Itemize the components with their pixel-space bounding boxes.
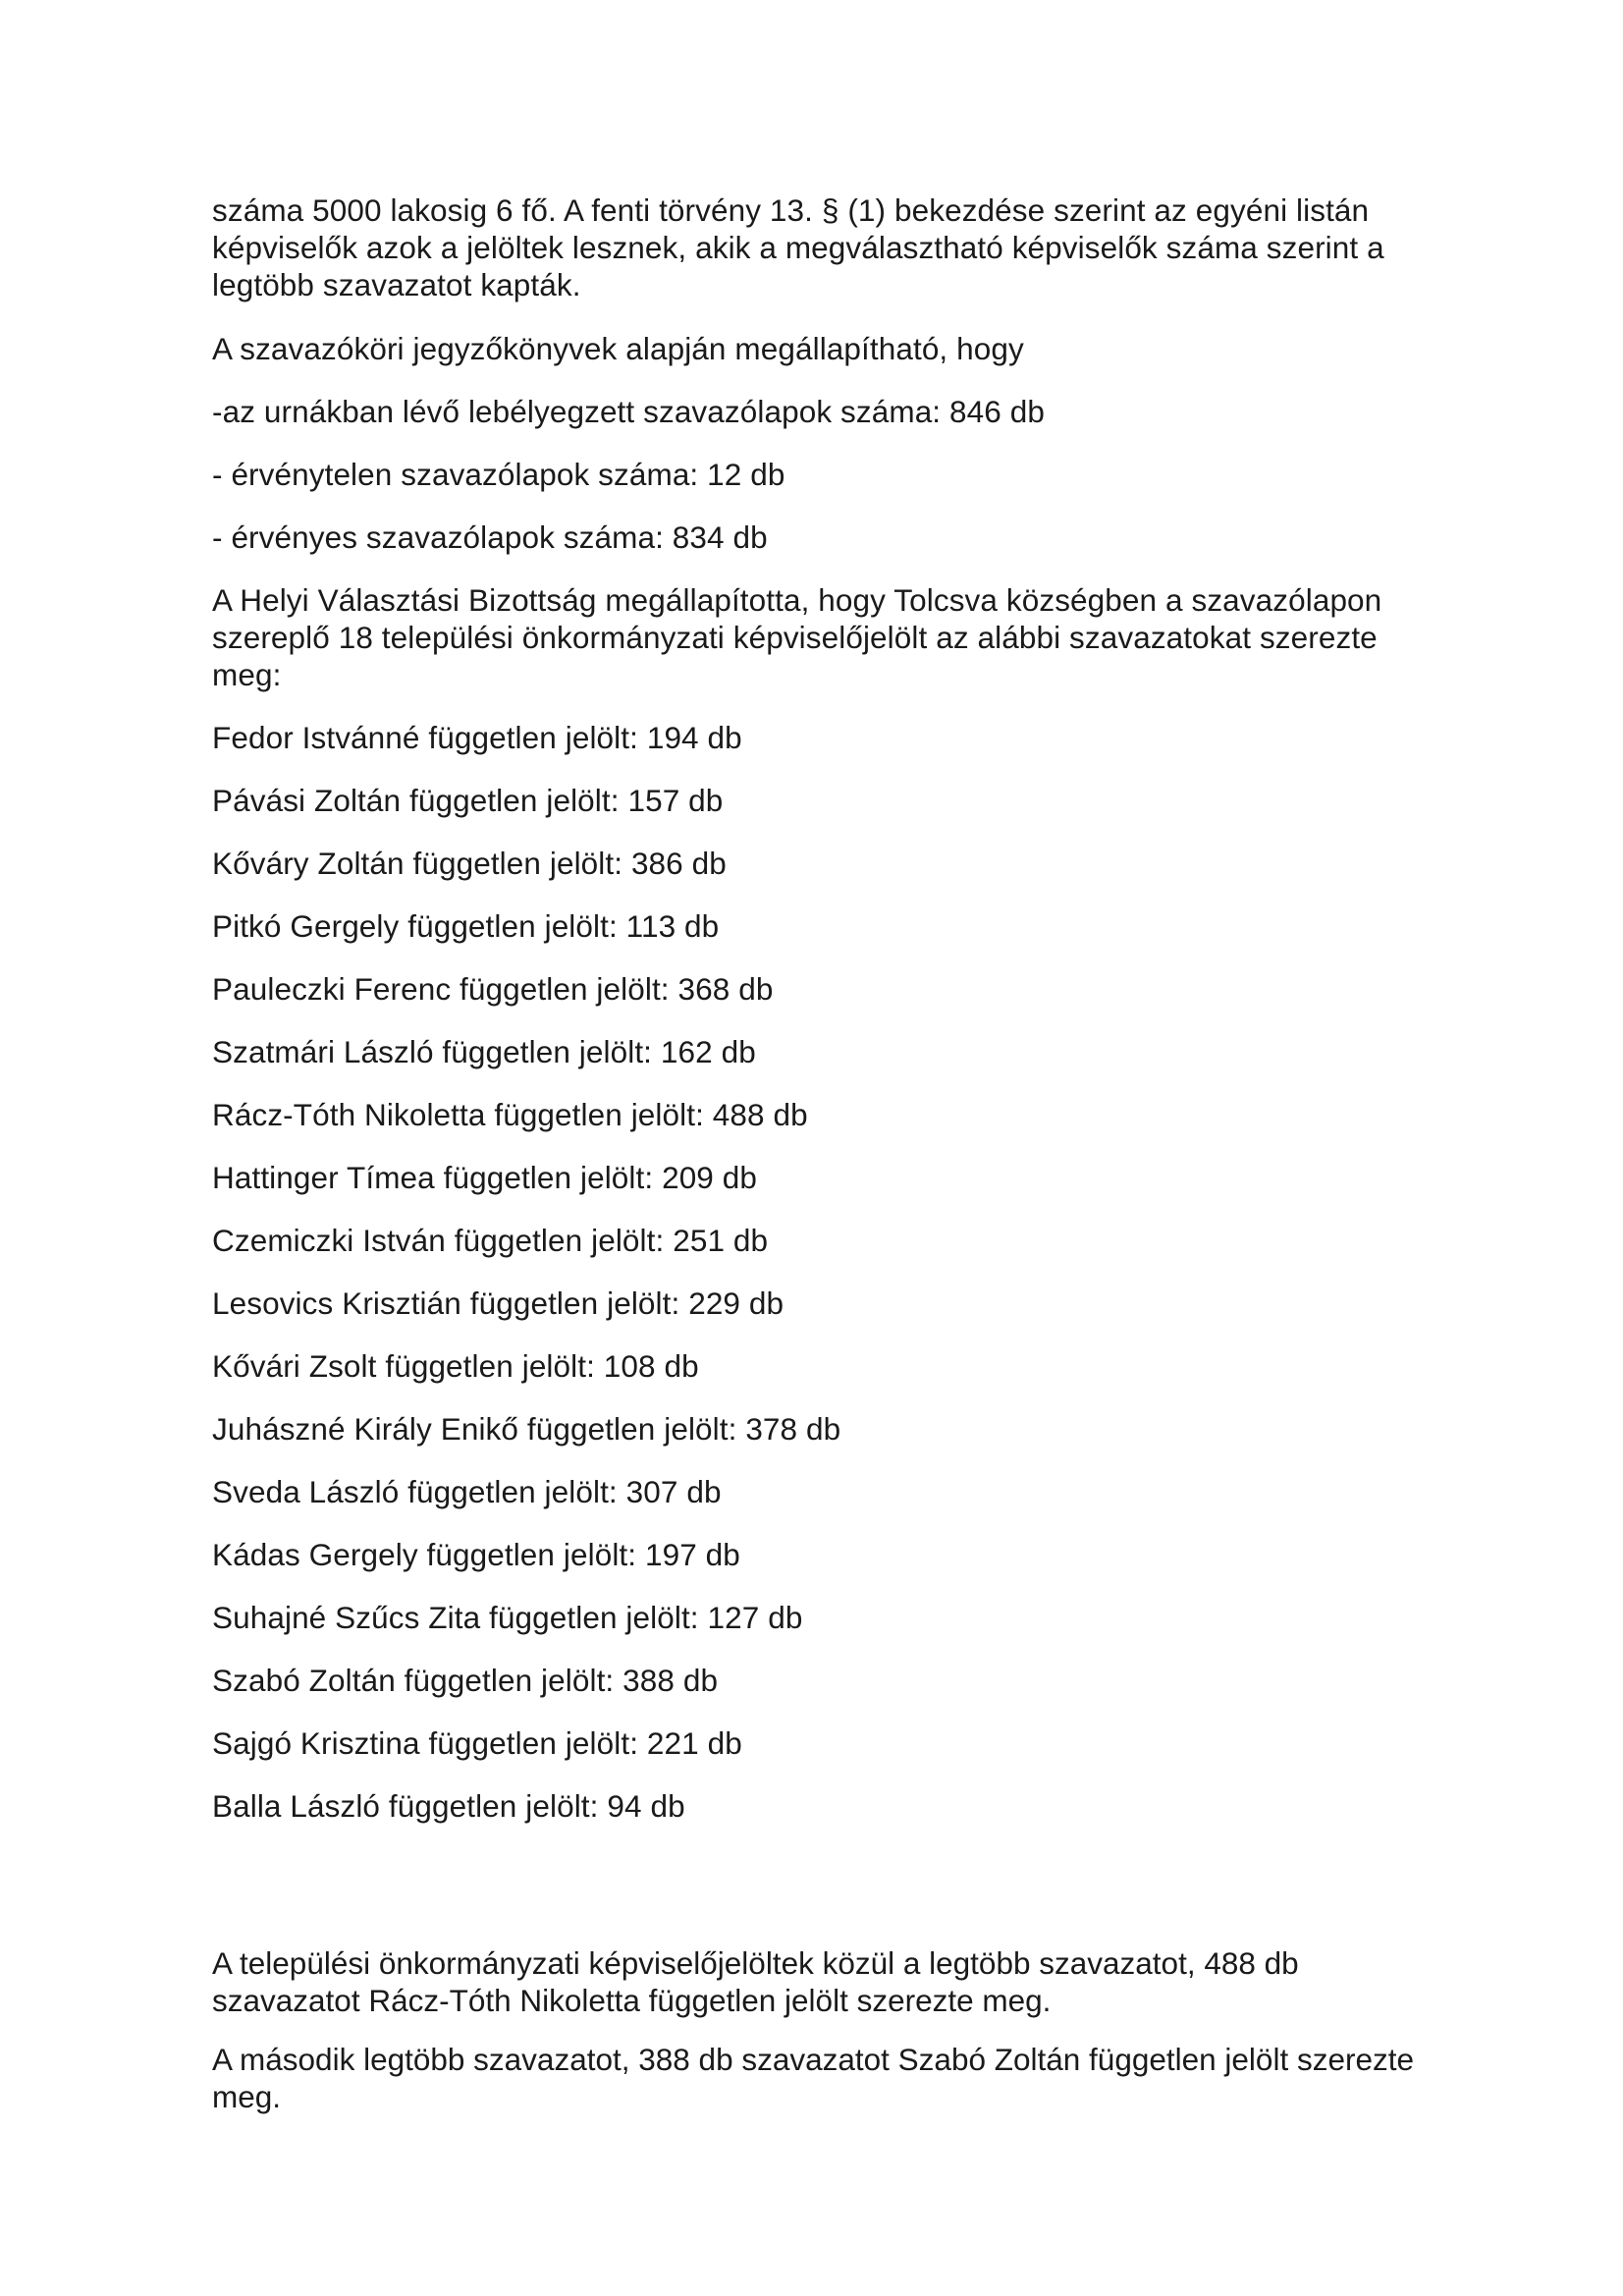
candidate-item: Rácz-Tóth Nikoletta független jelölt: 488 db bbox=[212, 1097, 808, 1132]
candidate-item: Czemiczki István független jelölt: 251 db bbox=[212, 1223, 769, 1258]
ballot-line-invalid: - érvénytelen szavazólapok száma: 12 db bbox=[212, 457, 785, 492]
candidate-item: Szabó Zoltán független jelölt: 388 db bbox=[212, 1663, 719, 1698]
candidate-item: Balla László független jelölt: 94 db bbox=[212, 1788, 685, 1824]
candidate-item: Juhászné Király Enikő független jelölt: 378 db bbox=[212, 1411, 841, 1447]
candidate-item: Szatmári László független jelölt: 162 db bbox=[212, 1034, 756, 1069]
candidate-item: Kőváry Zoltán független jelölt: 386 db bbox=[212, 846, 727, 881]
candidate-item: Sveda László független jelölt: 307 db bbox=[212, 1474, 722, 1509]
intro-paragraph: száma 5000 lakosig 6 fő. A fenti törvény 13. § (1) bekezdése szerint az egyéni listán képviselők azok a jelöltek lesznek, akik a megválasztható képviselők száma szerint a legtöbb szavazatot kapták. bbox=[212, 192, 1384, 302]
summary-section bbox=[212, 1944, 1449, 2137]
candidate-item: Sajgó Krisztina független jelölt: 221 db bbox=[212, 1725, 742, 1761]
ballot-line-valid: - érvényes szavazólapok száma: 834 db bbox=[212, 519, 768, 555]
candidate-item: Pávási Zoltán független jelölt: 157 db bbox=[212, 783, 724, 818]
summary-second-place: A második legtöbb szavazatot, 388 db szavazatot Szabó Zoltán független jelölt szerezte meg. bbox=[212, 2042, 1414, 2114]
committee-paragraph: A Helyi Választási Bizottság megállapította, hogy Tolcsva községben a szavazólapon szereplő 18 települési önkormányzati képviselőjelölt az alábbi szavazatokat szerezte meg: bbox=[212, 582, 1382, 692]
candidate-list bbox=[212, 719, 1449, 1825]
candidate-item: Hattinger Tímea független jelölt: 209 db bbox=[212, 1160, 758, 1195]
candidate-item: Fedor Istvánné független jelölt: 194 db bbox=[212, 720, 742, 755]
document-body bbox=[212, 191, 1449, 1825]
candidate-item: Lesovics Krisztián független jelölt: 229 db bbox=[212, 1285, 784, 1321]
candidate-item: Pitkó Gergely független jelölt: 113 db bbox=[212, 908, 720, 944]
summary-first-place: A települési önkormányzati képviselőjelöltek közül a legtöbb szavazatot, 488 db szavazatot Rácz-Tóth Nikoletta független jelölt szerezte meg. bbox=[212, 1945, 1299, 2018]
candidate-item: Kádas Gergely független jelölt: 197 db bbox=[212, 1537, 740, 1572]
candidate-item: Kővári Zsolt független jelölt: 108 db bbox=[212, 1348, 699, 1384]
candidate-item: Suhajné Szűcs Zita független jelölt: 127 db bbox=[212, 1600, 803, 1635]
statement-line: A szavazóköri jegyzőkönyvek alapján megállapítható, hogy bbox=[212, 331, 1024, 366]
candidate-item: Pauleczki Ferenc független jelölt: 368 db bbox=[212, 971, 774, 1007]
ballot-line-total: -az urnákban lévő lebélyegzett szavazólapok száma: 846 db bbox=[212, 394, 1045, 429]
